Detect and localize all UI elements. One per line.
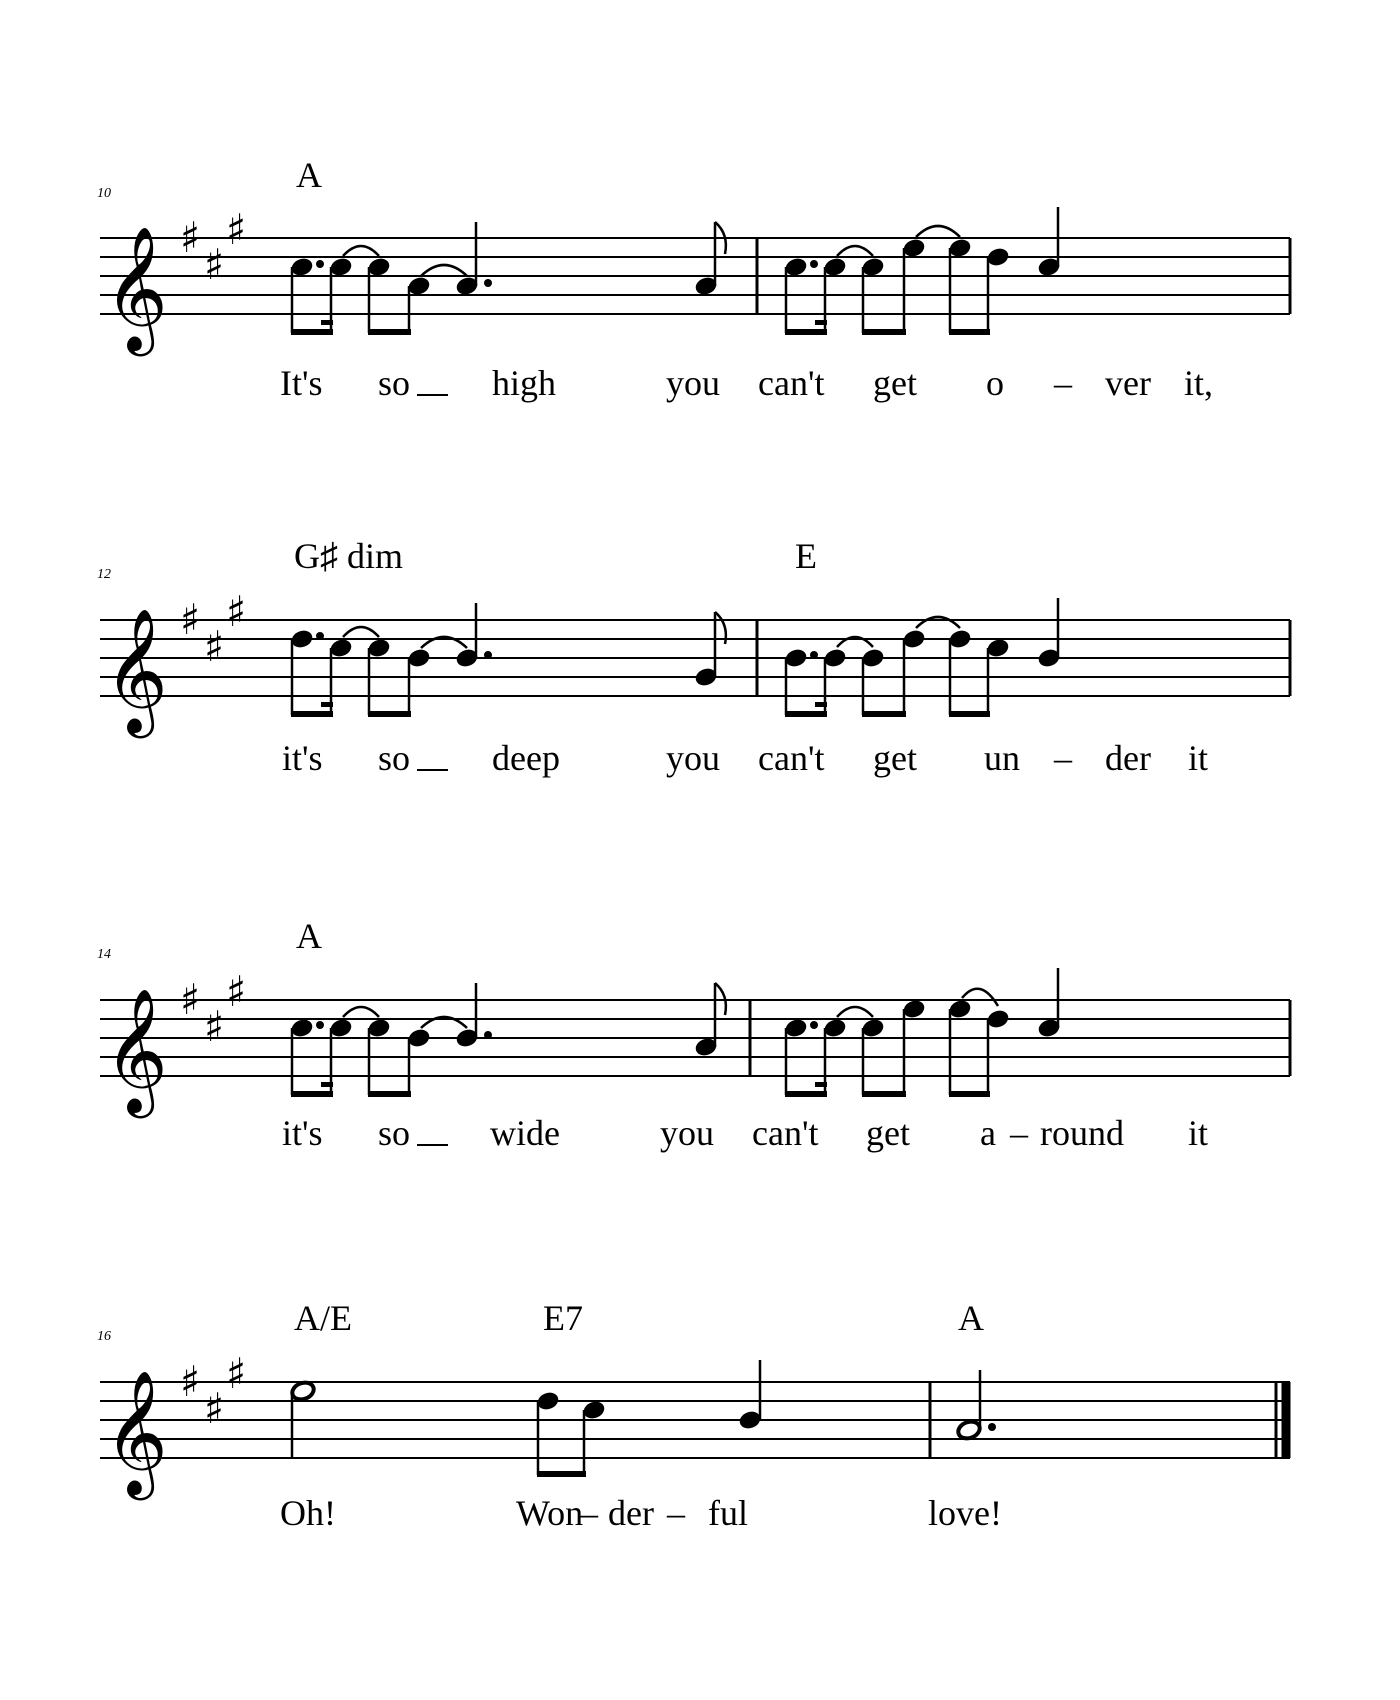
- measure-number: 10: [97, 186, 111, 201]
- lyric-syllable: you: [666, 363, 720, 403]
- stems: [292, 598, 1058, 715]
- lyrics: [282, 1113, 1208, 1153]
- notes: [290, 238, 1061, 297]
- notes: [290, 999, 1061, 1058]
- svg-text:♯: ♯: [204, 1002, 225, 1051]
- svg-text:♯: ♯: [180, 595, 201, 644]
- lyric-hyphen: –: [580, 1493, 598, 1533]
- lyric-syllable: so: [378, 738, 411, 778]
- beams: [291, 320, 990, 335]
- staff-lines: [100, 1382, 1290, 1458]
- lyric-syllable: you: [666, 738, 720, 778]
- lyrics: [280, 363, 1213, 403]
- svg-text:♯: ♯: [180, 213, 201, 262]
- lyric-syllable: can't: [758, 363, 825, 403]
- lyric-syllable: deep: [492, 738, 560, 778]
- lyric-syllable: wide: [490, 1113, 560, 1153]
- chord-symbol: A: [296, 916, 322, 956]
- lyric-syllable: Won: [516, 1493, 584, 1533]
- svg-text:♯: ♯: [226, 587, 247, 636]
- svg-text:♯: ♯: [180, 975, 201, 1024]
- staff-lines: [100, 1000, 1290, 1076]
- lyric-hyphen: –: [1010, 1113, 1028, 1153]
- chord-symbol: A: [296, 155, 322, 195]
- chord-symbol: E: [795, 536, 817, 576]
- ties: [343, 617, 960, 648]
- ties: [343, 989, 998, 1028]
- svg-text:♯: ♯: [204, 1384, 225, 1433]
- chord-symbol: E7: [543, 1298, 583, 1338]
- system-4: [97, 1298, 1290, 1533]
- lyric-syllable: so: [378, 363, 411, 403]
- beams: [291, 702, 990, 717]
- treble-clef-icon: 𝄞: [104, 988, 168, 1113]
- lyric-syllable: it's: [282, 738, 323, 778]
- lyrics: [280, 1493, 1002, 1533]
- svg-text:♯: ♯: [226, 1349, 247, 1398]
- lyric-syllable: ver: [1105, 363, 1151, 403]
- lyric-syllable: Oh!: [280, 1493, 336, 1533]
- lyric-syllable: o: [986, 363, 1004, 403]
- notes: [290, 1360, 996, 1477]
- lyric-syllable: so: [378, 1113, 411, 1153]
- lyric-syllable: love!: [928, 1493, 1002, 1533]
- lyric-syllable: un: [984, 738, 1020, 778]
- svg-text:♯: ♯: [226, 205, 247, 254]
- lyric-syllable: get: [873, 738, 917, 778]
- lyrics: [282, 738, 1208, 778]
- lyric-syllable: a: [980, 1113, 996, 1153]
- lyric-syllable: it: [1188, 1113, 1209, 1153]
- lyric-syllable: high: [492, 363, 557, 403]
- lyric-syllable: der: [1105, 738, 1151, 778]
- beams: [291, 1082, 990, 1097]
- system-1: [97, 155, 1290, 403]
- treble-clef-icon: 𝄞: [104, 226, 168, 351]
- svg-text:♯: ♯: [204, 622, 225, 671]
- svg-text:♯: ♯: [204, 240, 225, 289]
- staff-lines: [100, 238, 1290, 314]
- lyric-syllable: it: [1188, 738, 1209, 778]
- lyric-hyphen: –: [1054, 738, 1072, 778]
- lyric-syllable: round: [1040, 1113, 1124, 1153]
- treble-clef-icon: 𝄞: [104, 1370, 168, 1495]
- lyric-syllable: it,: [1184, 363, 1214, 403]
- system-3: [97, 916, 1290, 1153]
- chord-symbol: A: [958, 1298, 984, 1338]
- lyric-syllable: get: [866, 1113, 910, 1153]
- measure-number: 12: [97, 567, 111, 582]
- svg-text:♯: ♯: [226, 967, 247, 1016]
- chord-symbol: A/E: [294, 1298, 352, 1338]
- staff-lines: [100, 620, 1290, 696]
- lyric-syllable: you: [660, 1113, 714, 1153]
- lyric-syllable: it's: [282, 1113, 323, 1153]
- lyric-syllable: can't: [758, 738, 825, 778]
- lyric-syllable: ful: [708, 1493, 748, 1533]
- lyric-syllable: der: [608, 1493, 654, 1533]
- chord-symbol: G♯ dim: [294, 536, 404, 576]
- lyric-hyphen: –: [667, 1493, 685, 1533]
- lyric-hyphen: –: [1054, 363, 1072, 403]
- lyric-syllable: get: [873, 363, 917, 403]
- treble-clef-icon: 𝄞: [104, 608, 168, 733]
- svg-text:♯: ♯: [180, 1357, 201, 1406]
- system-2: [97, 536, 1290, 778]
- lyric-syllable: It's: [280, 363, 323, 403]
- lyric-syllable: can't: [752, 1113, 819, 1153]
- measure-number: 16: [97, 1329, 111, 1344]
- measure-number: 14: [97, 947, 111, 962]
